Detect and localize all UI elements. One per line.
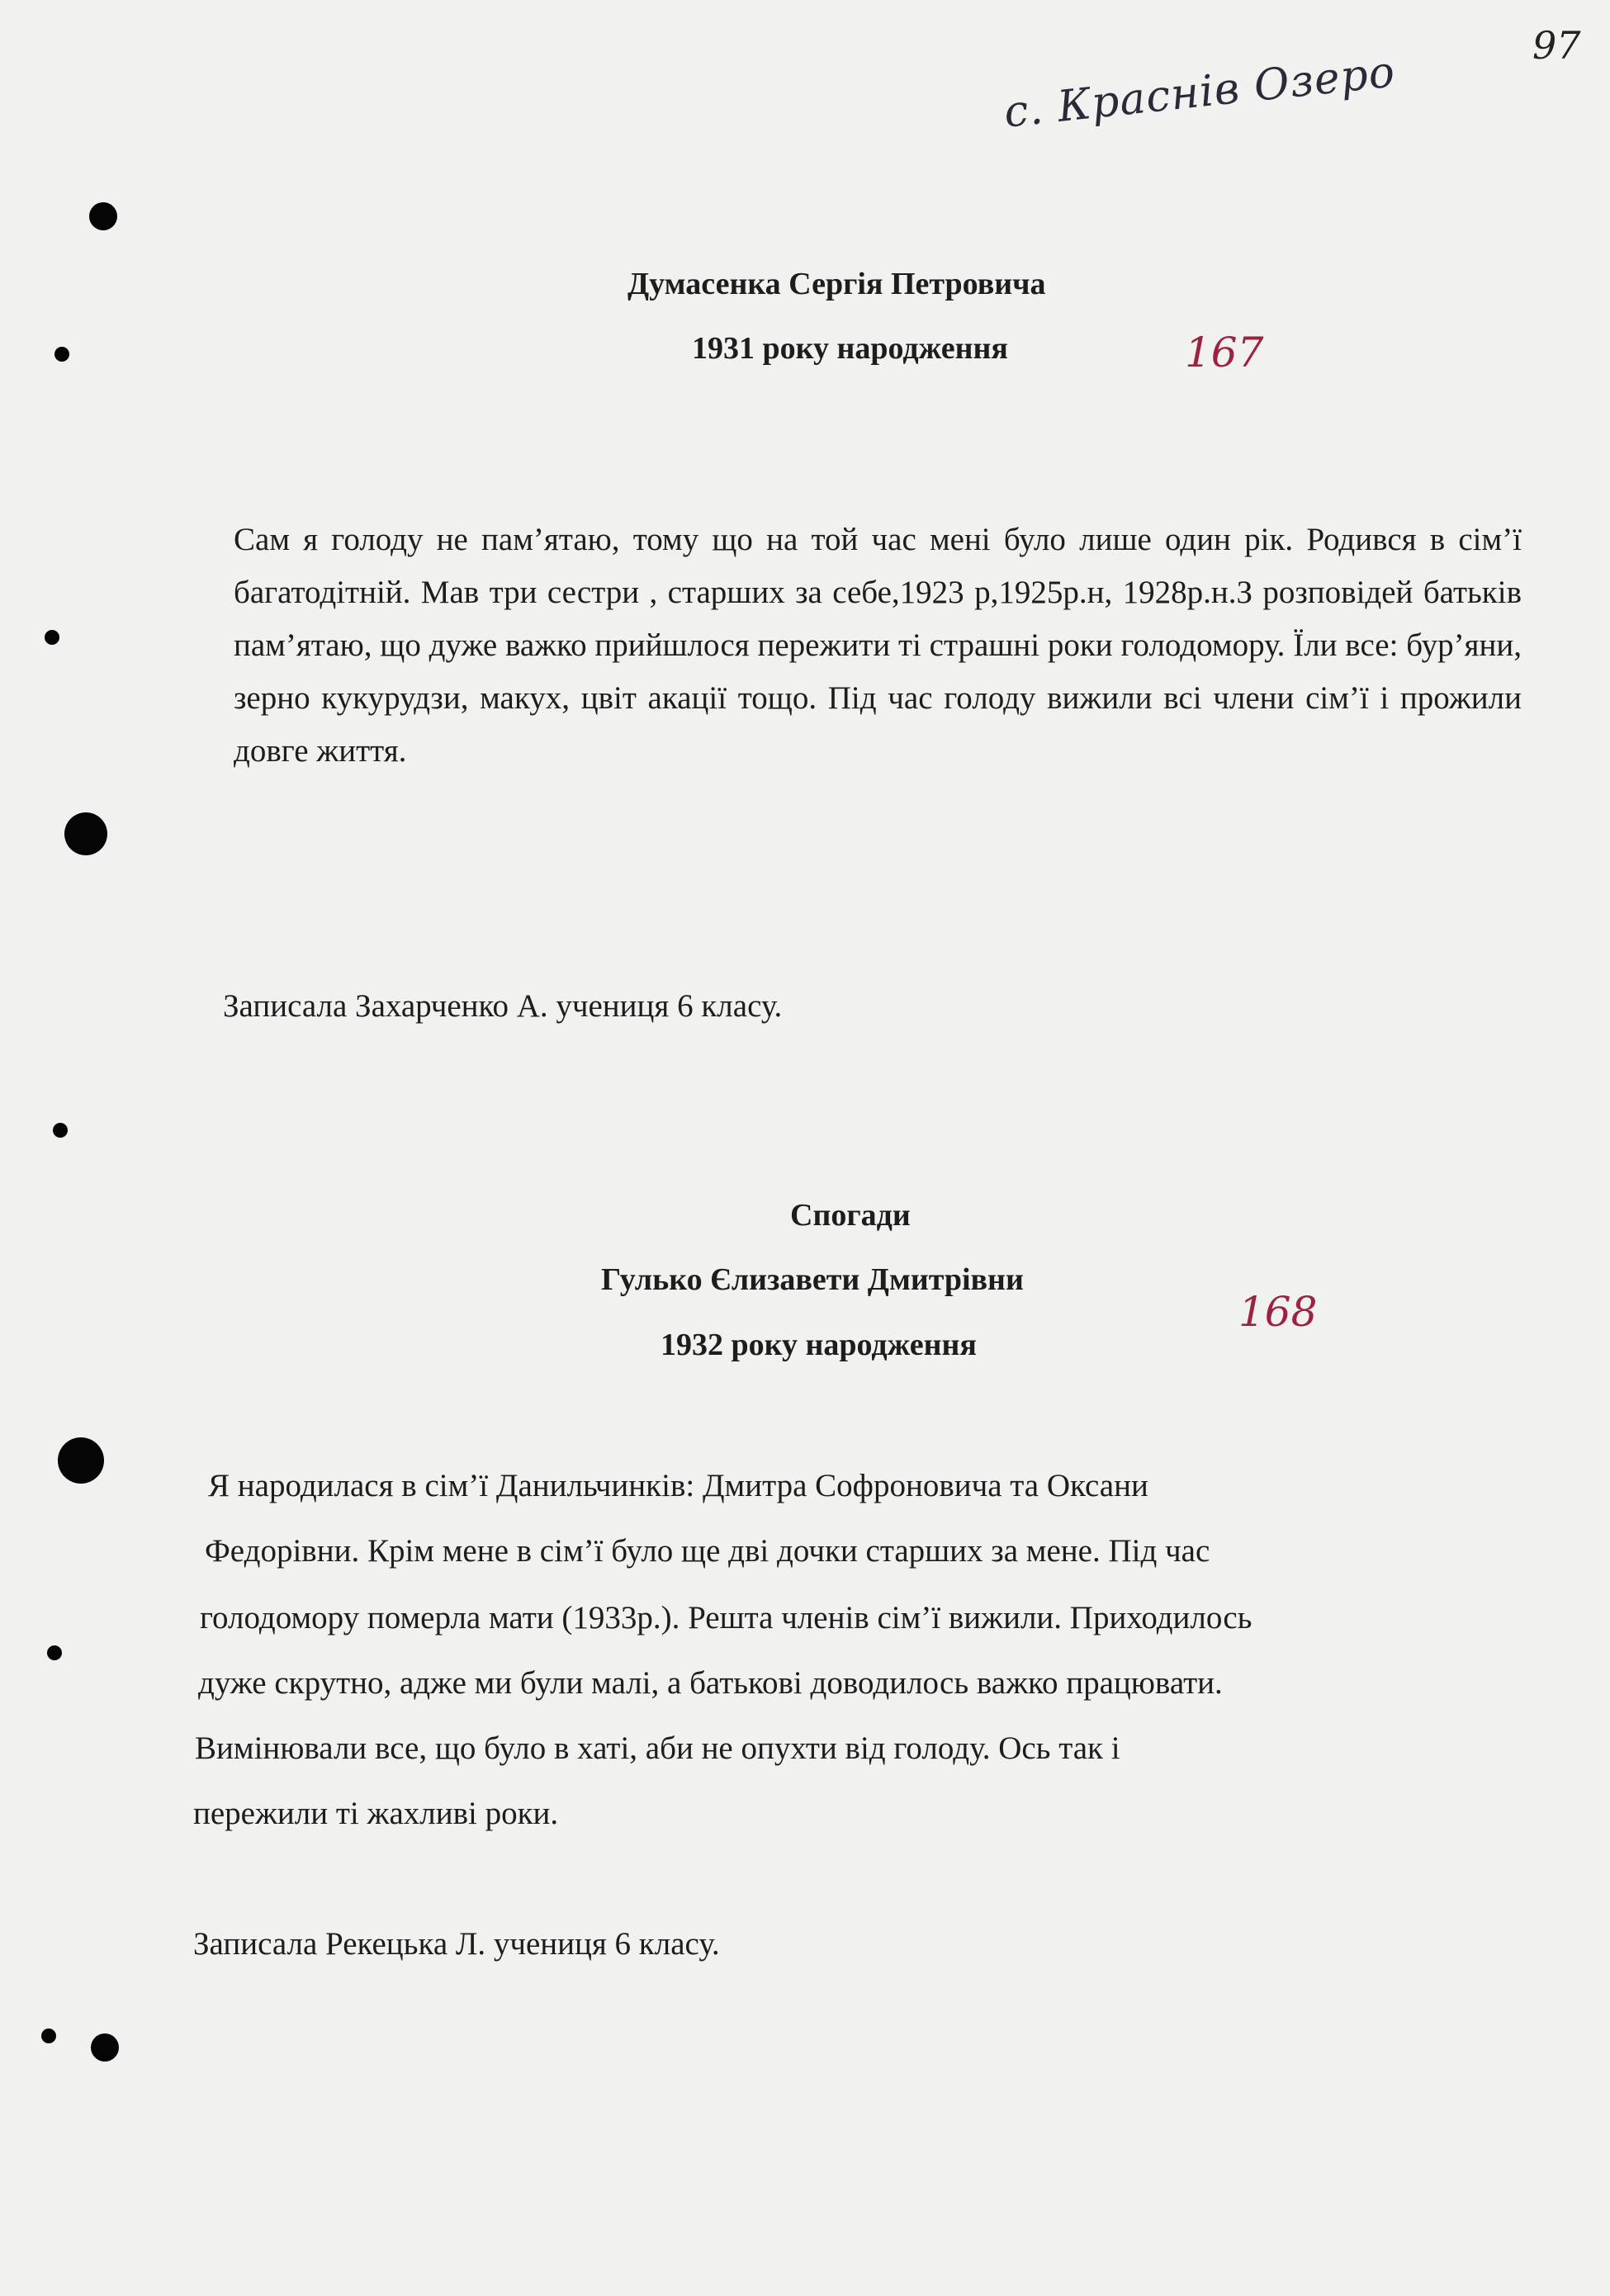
record2-line: дуже скрутно, адже ми були малі, а батькові доводилось важко працювати. xyxy=(198,1665,1223,1701)
record2-name: Гулько Єлизавети Дмитрівни xyxy=(601,1262,1024,1297)
punch-hole xyxy=(89,202,117,230)
punch-hole xyxy=(64,812,107,855)
record2-line: Вимінювали все, що було в хаті, аби не опухти від голоду. Ось так і xyxy=(195,1730,1120,1766)
punch-hole xyxy=(41,2029,56,2043)
handwritten-place-note: с. Краснів Озеро xyxy=(1002,47,1398,138)
record2-birth: 1932 року народження xyxy=(661,1328,977,1362)
record2-number: 168 xyxy=(1238,1288,1318,1336)
record1-recorded-by: Записала Захарченко А. учениця 6 класу. xyxy=(223,988,783,1024)
punch-hole xyxy=(53,1123,68,1138)
record1-text: Сам я голоду не пам’ятаю, тому що на той час мені було лише один рік. Родився в сім’ї багатодітній. Мав три сестри , старших за себе,1923 р,1925р.н, 1928р.н.З розповідей батьків пам’ятаю, що дуже важко прийшлося пережити ті страшні роки голодомору. Їли все: бур’яни, зерно кукурудзи, макух, цвіт акації тощо. Під час голоду вижили всі члени сім’ї і прожили довге життя. xyxy=(234,522,1522,769)
record2-line: пережили ті жахливі роки. xyxy=(193,1796,559,1831)
record2-recorded-by: Записала Рекецька Л. учениця 6 класу. xyxy=(193,1926,720,1962)
punch-hole xyxy=(91,2033,119,2062)
record2-line: голодомору померла мати (1933р.). Решта членів сім’ї вижили. Приходилось xyxy=(200,1600,1252,1636)
record1-number: 167 xyxy=(1185,329,1264,376)
punch-hole xyxy=(47,1645,62,1660)
record1-birth: 1931 року народження xyxy=(692,331,1008,366)
page-number: 97 xyxy=(1532,23,1581,68)
punch-hole xyxy=(45,630,59,645)
record2-line: Федорівни. Крім мене в сім’ї було ще дві дочки старших за мене. Під час xyxy=(205,1533,1210,1569)
record2-heading: Спогади xyxy=(790,1198,911,1233)
record2-line: Я народилася в сім’ї Данильчинків: Дмитра Софроновича та Оксани xyxy=(208,1468,1148,1503)
punch-hole xyxy=(54,347,69,362)
punch-hole xyxy=(58,1437,104,1484)
record1-name: Думасенка Сергія Петровича xyxy=(627,267,1046,301)
